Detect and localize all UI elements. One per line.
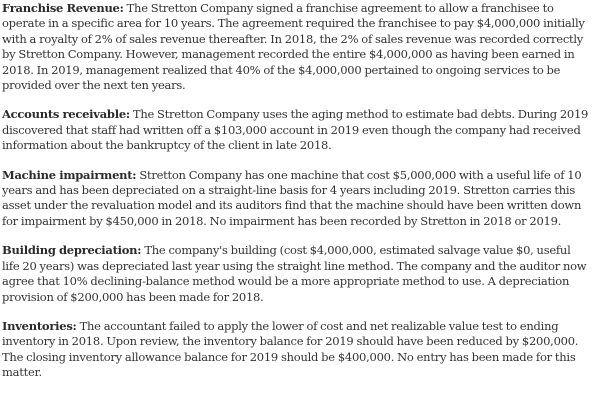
paragraph-franchise-revenue <box>2 1 590 93</box>
paragraph-accounts-receivable <box>2 107 590 153</box>
paragraph-machine-impairment <box>2 168 590 230</box>
text-accounts-receivable: The Stretton Company uses the aging method to estimate bad debts. During 2019 discovered that staff had written off a $103,000 account in 2019 even though the company had received information about the bankruptcy of the client in late 2018. <box>2 107 589 153</box>
text-franchise-revenue: The Stretton Company signed a franchise agreement to allow a franchisee to operate in a specific area for 10 years. The agreement required the franchisee to pay $4,000,000 initially with a royalty of 2% of sales revenue thereafter. In 2018, the 2% of sales revenue was recorded correctly by Stretton Company. However, management recorded the entire $4,000,000 as having been earned in 2018. In 2019, management realized that 40% of the $4,000,000 pertained to ongoing services to be provided over the next ten years. <box>2 1 585 93</box>
heading-inventories: Inventories: <box>2 318 77 333</box>
text-building-depreciation: The company's building (cost $4,000,000, estimated salvage value $0, useful life 20 years) was depreciated last year using the straight line method. The company and the auditor now agree that 10% declining-balance method would be a more appropriate method to use. A depreciation provision of $200,000 has been made for 2018. <box>2 243 587 304</box>
heading-machine-impairment: Machine impairment: <box>2 167 137 182</box>
heading-franchise-revenue: Franchise Revenue: <box>2 1 124 15</box>
text-inventories: The accountant failed to apply the lower of cost and net realizable value test to ending inventory in 2018. Upon review, the inventory balance for 2019 should have been reduced by $200,000. The closing inventory allowance balance for 2019 should be $400,000. No entry has been made for this matter. <box>2 318 579 380</box>
document-body <box>2 1 590 381</box>
text-machine-impairment: Stretton Company has one machine that cost $5,000,000 with a useful life of 10 years and has been depreciated on a straight-line basis for 4 years including 2019. Stretton carries this asset under the revaluation model and its auditors find that the machine should have been written down for impairment by $450,000 in 2018. No impairment has been recorded by Stretton in 2018 or 2019. <box>2 167 582 228</box>
heading-building-depreciation: Building depreciation: <box>2 243 142 258</box>
heading-accounts-receivable: Accounts receivable: <box>2 107 130 122</box>
paragraph-building-depreciation <box>2 243 590 305</box>
paragraph-inventories <box>2 319 590 381</box>
